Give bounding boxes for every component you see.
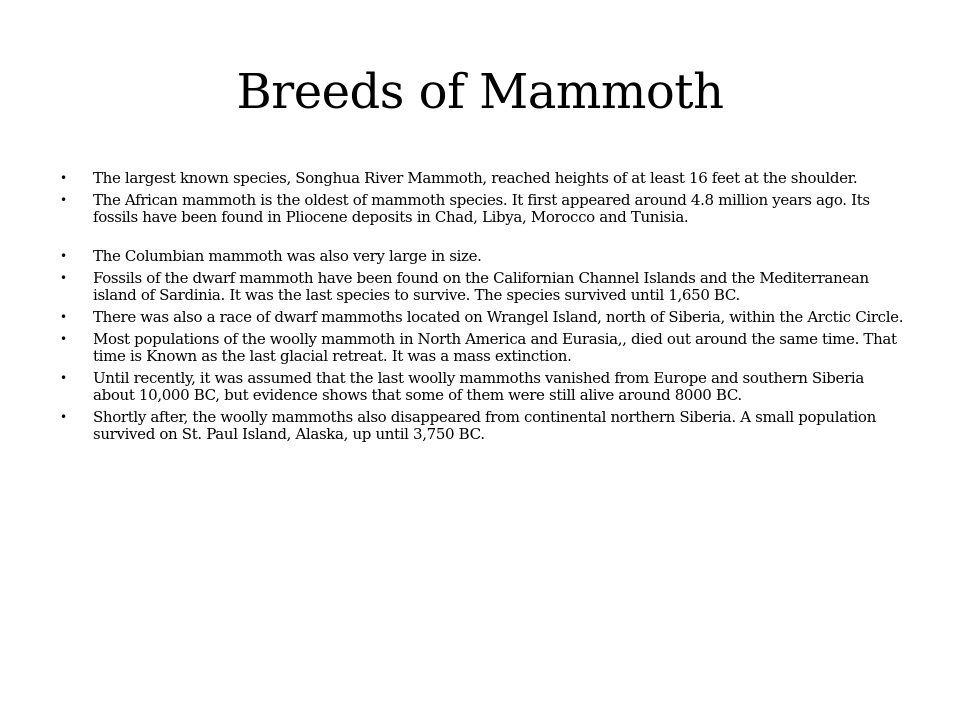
bullet-dot: • bbox=[60, 193, 67, 207]
bullet-dot: • bbox=[60, 271, 67, 285]
bullet-text: Fossils of the dwarf mammoth have been found on the Californian Channel Islands and the Mediterranean island of Sardinia. It was the last species to survive. The species survived until 1,650 BC. bbox=[93, 269, 869, 304]
bullet-text: There was also a race of dwarf mammoths located on Wrangel Island, north of Siberia, within the Arctic Circle. bbox=[93, 308, 904, 326]
bullet-item bbox=[58, 192, 906, 226]
bullet-text: The largest known species, Songhua River Mammoth, reached heights of at least 16 feet at the shoulder. bbox=[93, 169, 858, 187]
bullet-text: Shortly after, the woolly mammoths also disappeared from continental northern Siberia. A small population survived on St. Paul Island, Alaska, up until 3,750 BC. bbox=[93, 408, 876, 443]
bullet-dot: • bbox=[60, 249, 67, 263]
bullet-item bbox=[58, 270, 906, 304]
bullet-dot: • bbox=[60, 332, 67, 346]
bullet-item bbox=[58, 248, 906, 265]
bullet-item bbox=[58, 309, 906, 326]
bullet-item bbox=[58, 409, 906, 443]
bullet-item bbox=[58, 170, 906, 187]
bullet-text: The Columbian mammoth was also very large in size. bbox=[93, 247, 482, 265]
bullet-text: Until recently, it was assumed that the last woolly mammoths vanished from Europe and southern Siberia about 10,000 BC, but evidence shows that some of them were still alive around 8000 BC. bbox=[93, 369, 864, 404]
bullet-dot: • bbox=[60, 310, 67, 324]
bullet-dot: • bbox=[60, 171, 67, 185]
slide-title: Breeds of Mammoth bbox=[236, 64, 724, 120]
bullet-list bbox=[58, 170, 906, 448]
bullet-dot: • bbox=[60, 371, 67, 385]
bullet-item bbox=[58, 331, 906, 365]
bullet-text: Most populations of the woolly mammoth in North America and Eurasia,, died out around the same time. That time is Known as the last glacial retreat. It was a mass extinction. bbox=[93, 330, 897, 365]
bullet-dot: • bbox=[60, 410, 67, 424]
bullet-text: The African mammoth is the oldest of mammoth species. It first appeared around 4.8 million years ago. Its fossils have been found in Pliocene deposits in Chad, Libya, Morocco and Tunisia. bbox=[93, 191, 870, 226]
bullet-item bbox=[58, 370, 906, 404]
